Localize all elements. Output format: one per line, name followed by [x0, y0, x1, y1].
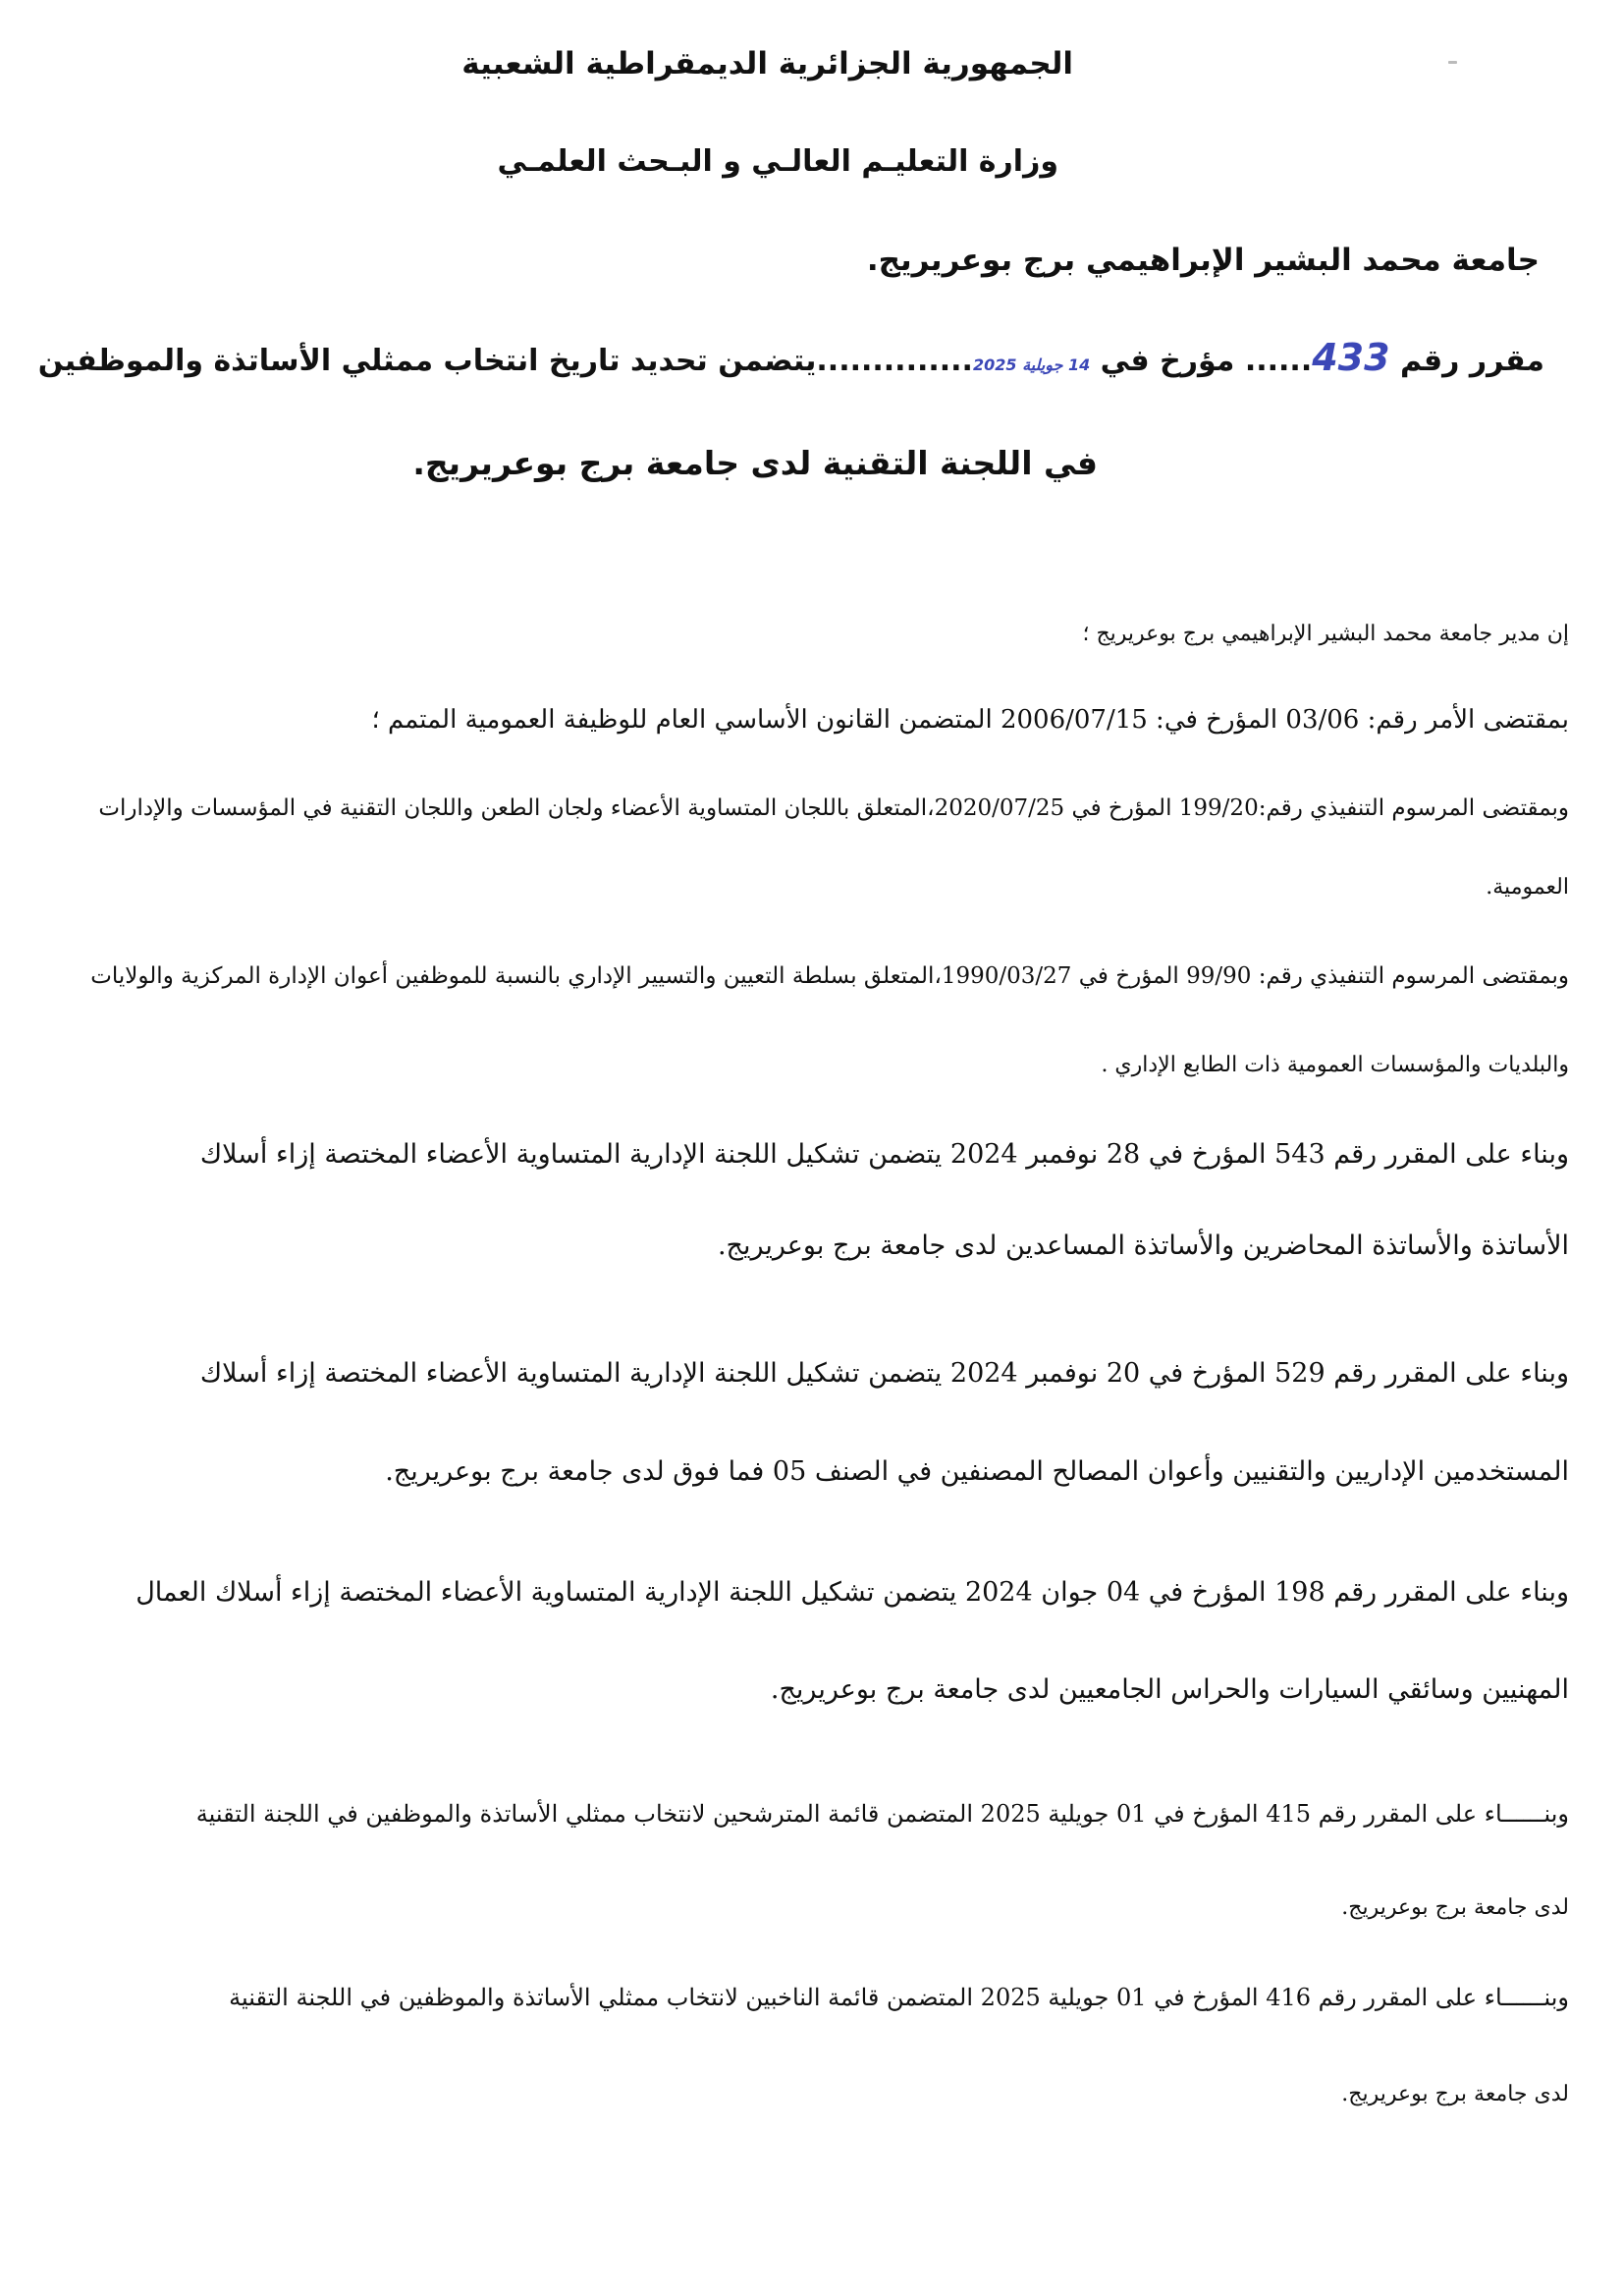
clause-2-line2: العمومية.	[1486, 875, 1569, 900]
clause-7-line2: لدى جامعة برج بوعريريج.	[1341, 1895, 1569, 1920]
clause-2-line1: وبمقتضى المرسوم التنفيذي رقم:199/20 المؤرخ في 2020/07/25،المتعلق باللجان المتساوية الأعضاء ولجان الطعن واللجان التقنية في المؤسسات والإدارات	[98, 795, 1569, 821]
decision-title-line1: مقرر رقم 433...... مؤرخ في 14 جويلية 2025..............يتضمن تحديد تاريخ انتخاب ممثلي الأساتذة والموظفين	[37, 336, 1544, 379]
decision-number-label: مقرر رقم	[1400, 344, 1544, 378]
clause-8-line1: وبنــــــاء على المقرر رقم 416 المؤرخ في 01 جويلية 2025 المتضمن قائمة الناخبين لانتخاب ممثلي الأساتذة والموظفين في اللجنة التقنية	[229, 1984, 1569, 2011]
republic-heading: الجمهورية الجزائرية الديمقراطية الشعبية	[461, 46, 1073, 82]
clause-8-line2: لدى جامعة برج بوعريريج.	[1341, 2082, 1569, 2106]
clause-6-line2: المهنيين وسائقي السيارات والحراس الجامعيين لدى جامعة برج بوعريريج.	[770, 1674, 1569, 1705]
clause-3-line2: والبلديات والمؤسسات العمومية ذات الطابع الإداري .	[1101, 1053, 1569, 1077]
clause-6-line1: وبناء على المقرر رقم 198 المؤرخ في 04 جوان 2024 يتضمن تشكيل اللجنة الإدارية المتساوية الأعضاء المختصة إزاء أسلاك العمال	[135, 1577, 1569, 1608]
clause-4-line2: الأساتذة والأساتذة المحاضرين والأساتذة المساعدين لدى جامعة برج بوعريريج.	[717, 1230, 1569, 1261]
clause-5-line2: المستخدمين الإداريين والتقنيين وأعوان المصالح المصنفين في الصنف 05 فما فوق لدى جامعة برج بوعريريج.	[385, 1456, 1569, 1487]
intro-text: إن مدير جامعة محمد البشير الإبراهيمي برج بوعريريج ؛	[1082, 622, 1569, 646]
decision-number: 433	[1312, 336, 1390, 379]
decision-date-label: مؤرخ في	[1100, 344, 1235, 378]
ministry-heading: وزارة التعليـم العالـي و البـحث العلمـي	[497, 144, 1058, 179]
clause-7-line1: وبنــــــاء على المقرر رقم 415 المؤرخ في 01 جويلية 2025 المتضمن قائمة المترشحين لانتخاب ممثلي الأساتذة والموظفين في اللجنة التقنية	[195, 1800, 1569, 1828]
clause-1: بمقتضى الأمر رقم: 03/06 المؤرخ في: 2006/07/15 المتضمن القانون الأساسي العام للوظيفة العمومية المتمم ؛	[371, 705, 1569, 735]
clause-5-line1: وبناء على المقرر رقم 529 المؤرخ في 20 نوفمبر 2024 يتضمن تشكيل اللجنة الإدارية المتساوية الأعضاء المختصة إزاء أسلاك	[199, 1358, 1569, 1389]
university-heading: جامعة محمد البشير الإبراهيمي برج بوعريريج.	[866, 243, 1540, 278]
scan-mark	[1448, 61, 1457, 64]
decision-title-line2: في اللجنة التقنية لدى جامعة برج بوعريريج.	[412, 444, 1098, 482]
clause-3-line1: وبمقتضى المرسوم التنفيذي رقم: 99/90 المؤرخ في 1990/03/27،المتعلق بسلطة التعيين والتسيير الإداري بالنسبة للموظفين أعوان الإدارة المركزية والولايات	[90, 963, 1569, 989]
clause-4-line1: وبناء على المقرر رقم 543 المؤرخ في 28 نوفمبر 2024 يتضمن تشكيل اللجنة الإدارية المتساوية الأعضاء المختصة إزاء أسلاك	[199, 1139, 1569, 1170]
decision-subject: يتضمن تحديد تاريخ انتخاب ممثلي الأساتذة والموظفين	[37, 344, 817, 378]
decision-date: 14 جويلية 2025	[972, 355, 1091, 374]
